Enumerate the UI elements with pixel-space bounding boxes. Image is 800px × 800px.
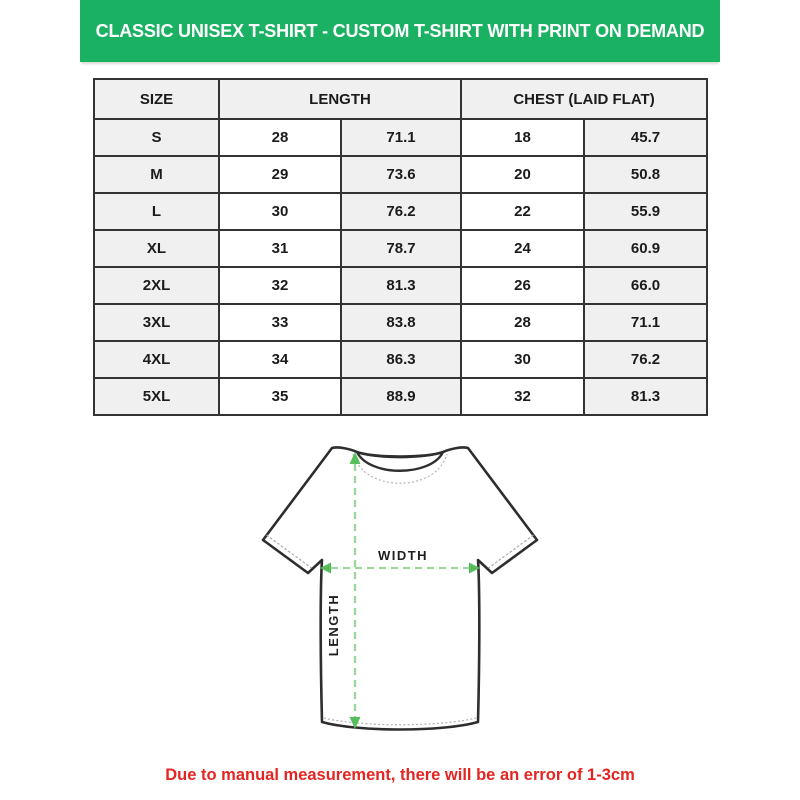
length-cm-cell: 88.9	[341, 378, 461, 415]
chest-cm-cell: 45.7	[584, 119, 707, 156]
chest-in-cell: 20	[461, 156, 584, 193]
table-row	[94, 156, 707, 193]
header-chest: CHEST (LAID FLAT)	[461, 79, 707, 119]
table-row	[94, 378, 707, 415]
chest-cm-cell: 50.8	[584, 156, 707, 193]
size-cell: 2XL	[94, 267, 219, 304]
chest-cm-cell: 76.2	[584, 341, 707, 378]
page-title: CLASSIC UNISEX T-SHIRT - CUSTOM T-SHIRT WITH PRINT ON DEMAND	[95, 20, 705, 41]
chest-cm-cell: 71.1	[584, 304, 707, 341]
title-banner	[80, 0, 720, 62]
table-row	[94, 193, 707, 230]
tshirt-illustration-icon	[230, 423, 570, 743]
length-in-cell: 33	[219, 304, 341, 341]
chest-in-cell: 30	[461, 341, 584, 378]
tshirt-outline	[263, 447, 537, 729]
header-length: LENGTH	[219, 79, 461, 119]
length-cm-cell: 71.1	[341, 119, 461, 156]
length-in-cell: 28	[219, 119, 341, 156]
chest-cm-cell: 66.0	[584, 267, 707, 304]
length-cm-cell: 78.7	[341, 230, 461, 267]
table-row	[94, 119, 707, 156]
tshirt-diagram	[230, 423, 570, 743]
table-row	[94, 230, 707, 267]
size-cell: L	[94, 193, 219, 230]
size-cell: 4XL	[94, 341, 219, 378]
length-in-cell: 30	[219, 193, 341, 230]
chest-in-cell: 24	[461, 230, 584, 267]
table-row	[94, 341, 707, 378]
measurement-note: Due to manual measurement, there will be an error of 1-3cm	[165, 766, 635, 784]
length-in-cell: 35	[219, 378, 341, 415]
width-label: WIDTH	[377, 548, 429, 563]
size-cell: M	[94, 156, 219, 193]
size-cell: XL	[94, 230, 219, 267]
length-in-cell: 34	[219, 341, 341, 378]
chest-cm-cell: 60.9	[584, 230, 707, 267]
size-chart-table	[93, 78, 708, 416]
length-in-cell: 32	[219, 267, 341, 304]
length-cm-cell: 73.6	[341, 156, 461, 193]
table-row	[94, 267, 707, 304]
header-size: SIZE	[94, 79, 219, 119]
chest-in-cell: 32	[461, 378, 584, 415]
length-in-cell: 31	[219, 230, 341, 267]
chest-in-cell: 22	[461, 193, 584, 230]
length-cm-cell: 81.3	[341, 267, 461, 304]
chest-in-cell: 18	[461, 119, 584, 156]
length-cm-cell: 86.3	[341, 341, 461, 378]
table-row	[94, 304, 707, 341]
size-cell: 3XL	[94, 304, 219, 341]
chest-cm-cell: 81.3	[584, 378, 707, 415]
length-cm-cell: 76.2	[341, 193, 461, 230]
length-cm-cell: 83.8	[341, 304, 461, 341]
size-cell: 5XL	[94, 378, 219, 415]
chest-in-cell: 28	[461, 304, 584, 341]
size-cell: S	[94, 119, 219, 156]
length-label: LENGTH	[326, 593, 341, 657]
chest-in-cell: 26	[461, 267, 584, 304]
length-in-cell: 29	[219, 156, 341, 193]
header-row	[94, 79, 707, 119]
chest-cm-cell: 55.9	[584, 193, 707, 230]
